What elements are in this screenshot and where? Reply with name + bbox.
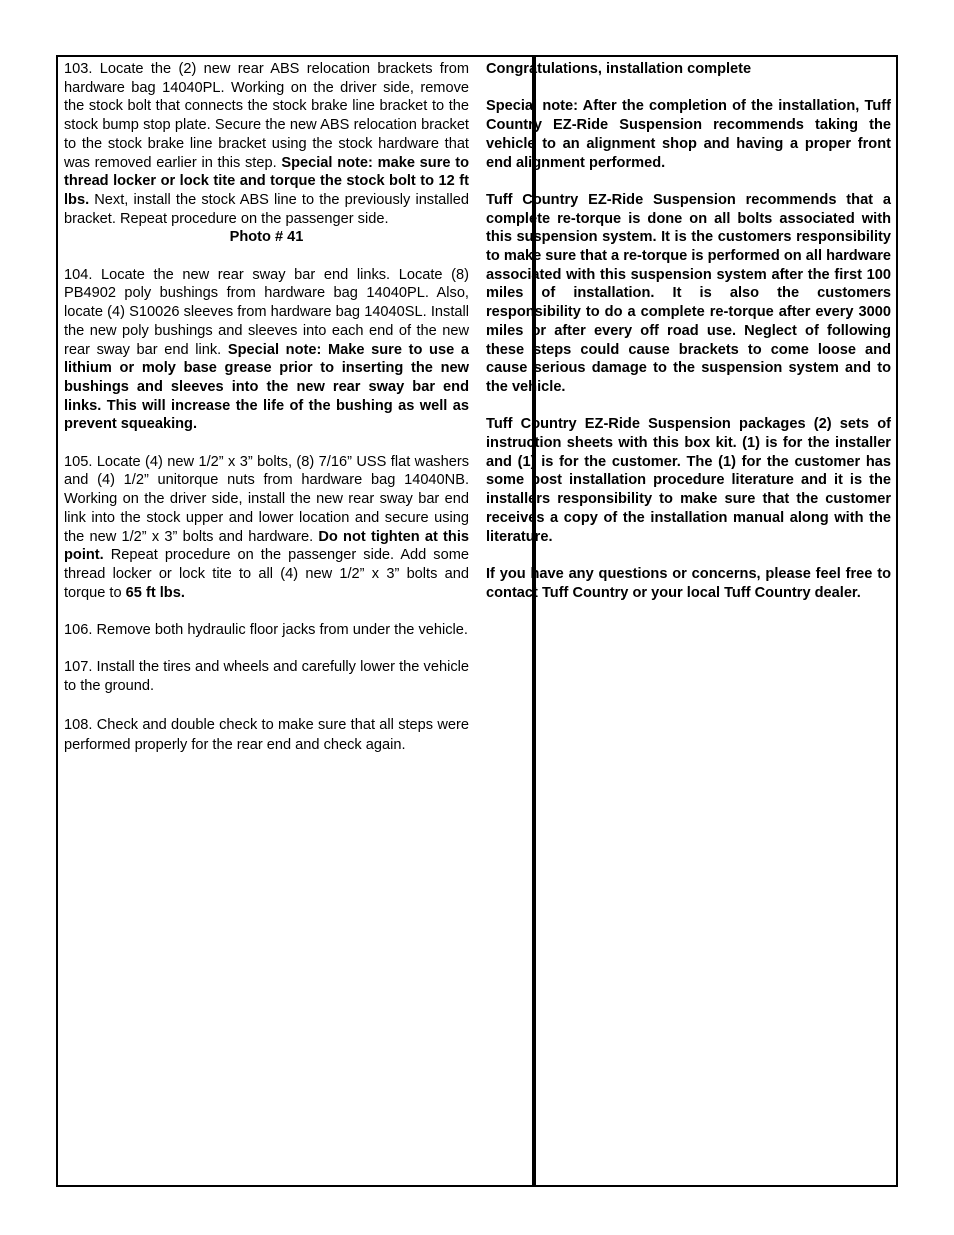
torque-value-105: 65 ft lbs. [125, 584, 185, 601]
step-106: 106. Remove both hydraulic floor jacks from under the vehicle. [64, 622, 468, 639]
photo-caption: Photo # 41 [229, 229, 304, 246]
step-108: 108. Check and double check to make sure that all steps were performed properly for the rear end and check again. [64, 716, 469, 754]
special-note-103: Special note: make sure to thread locker or lock tite and torque the stock bolt to 12 ft lbs. [64, 154, 469, 208]
warning-105: Do not tighten at this point. [64, 528, 469, 564]
alignment-note: Special note: After the completion of the installation, Tuff Country EZ-Ride Suspension recommends taking the vehicle to an alignment shop and having a proper front end alignment performed. [486, 98, 891, 171]
step-107: 107. Install the tires and wheels and carefully lower the vehicle to the ground. [64, 659, 469, 695]
step-104: 104. Locate the new rear sway bar end links. Locate (8) PB4902 poly bushings from hardware bag 14040PL. Also, locate (4) S10026 sleeves from hardware bag 14040SL. Install the new poly bushings and sleeves into each end of the new rear sway bar end link. Special note: Make sure to use a lithium or moly base grease prior to inserting the new bushings and sleeves into the new rear sway bar end links. This will increase the life of the bushing as well as prevent squeaking. [64, 266, 469, 433]
step-103: 103. Locate the (2) new rear ABS relocation brackets from hardware bag 14040PL. Working on the driver side, remove the stock bolt that connects the stock brake line bracket to the stock bump stop plate. Secure the new ABS relocation bracket to the stock brake line bracket using the stock hardware that was removed earlier in this step. Special note: make sure to thread locker or lock tite and torque the stock bolt to 12 ft lbs. Next, install the stock ABS line to the previously installed bracket. Repeat procedure on the passenger side. [64, 61, 469, 227]
step-105: 105. Locate (4) new 1/2” x 3” bolts, (8) 7/16” USS flat washers and (4) 1/2” unitorque nuts from hardware bag 14040NB. Working on the driver side, install the new rear sway bar end link into the stock upper and lower location and secure using the new 1/2” x 3” bolts and hardware. Do not tighten at this point. Repeat procedure on the passenger side. Add some thread locker or lock tite to all (4) new 1/2” x 3” bolts and torque to 65 ft lbs. [64, 453, 469, 601]
right-column [486, 60, 891, 602]
special-note-104: Special note: Make sure to use a lithium or moly base grease prior to inserting the new bushings and sleeves into the new rear sway bar end links. This will increase the life of the bushing as well as prevent squeaking. [64, 341, 469, 433]
completion-heading: Congratulations, installation complete [486, 61, 752, 77]
retorque-note: Tuff Country EZ-Ride Suspension recommends that a complete re-torque is done on all bolts associated with this suspension system. It is the customers responsibility to make sure that a re-torque is performed on all hardware associated with this suspension system after the first 100 miles of installation. It is also the customers responsibility to do a complete re-torque after every 3000 miles or after every off road use. Neglect of following these steps could cause brackets to come loose and cause serious damage to the suspension system and to the vehicle. [486, 191, 891, 395]
instruction-sheets-note: Tuff Country EZ-Ride Suspension packages (2) sets of instruction sheets with this box kit. (1) is for the installer and (1) is for the customer. The (1) for the customer has some post installation procedure literature and it is the installers responsibility to make sure that the customer receives a copy of the installation manual along with the literature. [486, 416, 891, 545]
two-column-table [56, 55, 898, 1187]
left-column [64, 60, 469, 756]
contact-note: If you have any questions or concerns, please feel free to contact Tuff Country or your local Tuff Country dealer. [486, 565, 891, 601]
